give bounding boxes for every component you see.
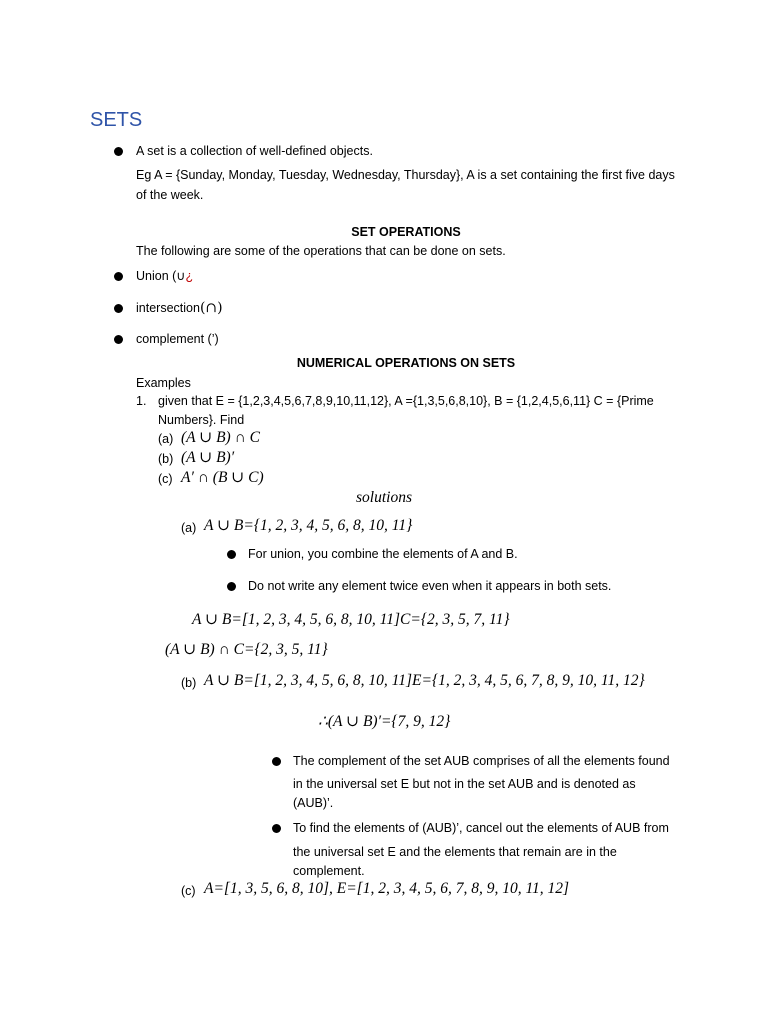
solution-b-note-1-line-2: in the universal set E but not in the set AUB and is denoted as (293, 777, 636, 791)
numerical-heading: NUMERICAL OPERATIONS ON SETS (296, 356, 516, 370)
solution-b-note-2-line-1: To find the elements of (AUB)’, cancel out the elements of AUB from (293, 821, 669, 835)
example-line-2: of the week. (136, 188, 204, 202)
solutions-heading: solutions (356, 489, 412, 506)
solution-a-expression-2: A ∪ B=[1, 2, 3, 4, 5, 6, 8, 10, 11]C={2, 3, 5, 7, 11} (192, 611, 510, 628)
bullet-icon (114, 272, 123, 281)
bullet-icon (272, 824, 281, 833)
solution-b-expression: A ∪ B=[1, 2, 3, 4, 5, 6, 8, 10, 11]E={1, 2, 3, 4, 5, 6, 7, 8, 9, 10, 11, 12} (204, 672, 645, 689)
set-operations-heading: SET OPERATIONS (351, 225, 461, 239)
solution-a-note-1: For union, you combine the elements of A and B. (248, 547, 518, 561)
example-line-1: Eg A = {Sunday, Monday, Tuesday, Wednesday, Thursday}, A is a set containing the first five days (136, 168, 675, 182)
solution-c-label: (c) (181, 884, 196, 898)
union-glyph: ¿ (185, 269, 194, 283)
bullet-icon (114, 304, 123, 313)
solution-b-note-2-line-2: the universal set E and the elements that remain are in the (293, 845, 617, 859)
part-a-expression: (A ∪ B) ∩ C (181, 429, 260, 446)
part-a-label: (a) (158, 432, 174, 446)
union-label: Union (∪ (136, 269, 186, 283)
solution-a-note-2: Do not write any element twice even when it appears in both sets. (248, 579, 612, 593)
solution-b-note-1-line-1: The complement of the set AUB comprises of all the elements found (293, 754, 670, 768)
intersection-item (136, 300, 223, 316)
part-c-expression: A′ ∩ (B ∪ C) (181, 469, 264, 486)
solution-a-result: (A ∪ B) ∩ C={2, 3, 5, 11} (165, 641, 328, 658)
bullet-icon (227, 582, 236, 591)
solution-b-result: ∴(A ∪ B)′={7, 9, 12} (318, 713, 451, 730)
bullet-icon (272, 757, 281, 766)
intersection-label: intersection (136, 301, 200, 315)
question-number: 1. (136, 394, 147, 408)
part-b-expression: (A ∪ B)′ (181, 449, 235, 466)
bullet-icon (227, 550, 236, 559)
complement-item: complement (’) (136, 332, 219, 346)
page-title: SETS (90, 109, 143, 131)
solution-a-label: (a) (181, 521, 197, 535)
solution-b-note-2-line-3: complement. (293, 864, 365, 878)
intersection-symbol: (∩) (199, 300, 223, 316)
set-operations-intro: The following are some of the operations that can be done on sets. (136, 244, 506, 258)
bullet-icon (114, 147, 123, 156)
solution-b-note-1-line-3: (AUB)’. (293, 796, 334, 810)
union-item (136, 268, 193, 284)
solution-b-label: (b) (181, 676, 197, 690)
definition-text: A set is a collection of well-defined objects. (136, 144, 373, 158)
question-line-1: given that E = {1,2,3,4,5,6,7,8,9,10,11,12}, A ={1,3,5,6,8,10}, B = {1,2,4,5,6,11} C = {Prime (158, 394, 654, 408)
examples-label: Examples (136, 376, 191, 390)
question-line-2: Numbers}. Find (158, 413, 245, 427)
solution-a-expression: A ∪ B={1, 2, 3, 4, 5, 6, 8, 10, 11} (204, 517, 413, 534)
part-b-label: (b) (158, 452, 174, 466)
part-c-label: (c) (158, 472, 173, 486)
bullet-icon (114, 335, 123, 344)
solution-c-expression: A=[1, 3, 5, 6, 8, 10], E=[1, 2, 3, 4, 5, 6, 7, 8, 9, 10, 11, 12] (204, 880, 570, 897)
